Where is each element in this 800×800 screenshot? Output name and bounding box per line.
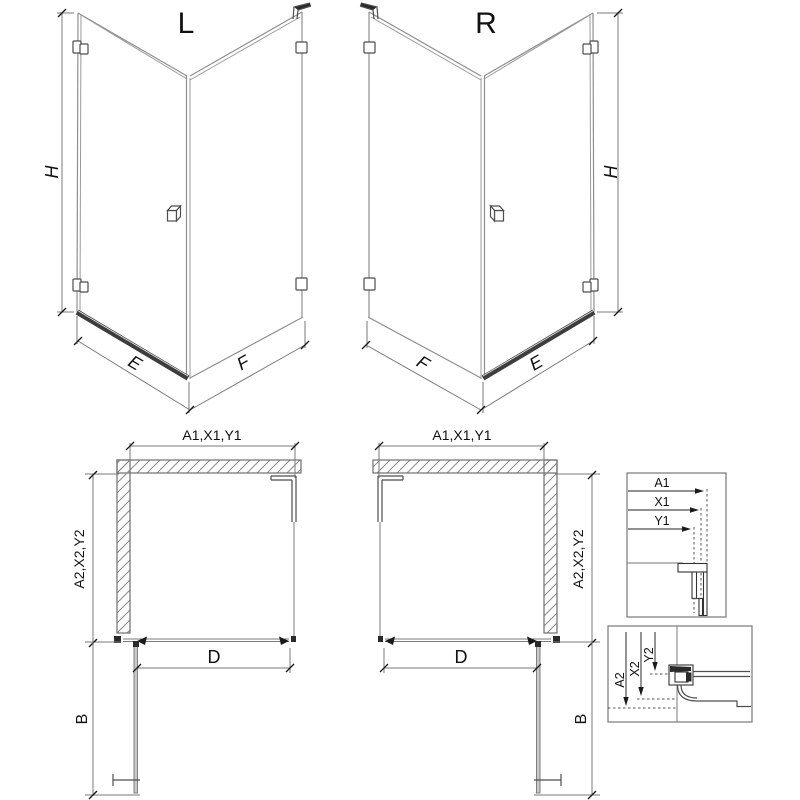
fixed-panel-3d: [368, 12, 481, 378]
wall-clip-bottom-icon: [296, 278, 307, 290]
wall-top: [117, 460, 301, 473]
wall-clip-top-icon: [296, 42, 307, 53]
detail-box-top: [627, 473, 726, 617]
plan-l-b-label: B: [74, 713, 91, 725]
plan-l-top-dim-label: A1,X1,Y1: [182, 427, 242, 443]
plan-r-d-label: D: [454, 647, 468, 667]
door-closed-plan: [385, 636, 560, 645]
hinge-bottom-icon: [73, 279, 88, 292]
wall-right: [544, 460, 557, 633]
hinge-bottom-icon: [583, 279, 598, 292]
iso-view-right: [360, 3, 623, 414]
plan-r-top-dim-label: A1,X1,Y1: [432, 427, 492, 443]
plan-view-left: [71, 427, 301, 799]
wall-left: [117, 460, 130, 633]
view-l-title: L: [177, 7, 195, 40]
wall-top: [373, 460, 557, 473]
plan-r-side-dim-label: A2,X2,Y2: [570, 529, 586, 589]
detail-a1-label: A1: [654, 476, 670, 490]
dim-h-right: [597, 9, 623, 316]
detail-y1-label: Y1: [654, 514, 670, 528]
detail-box-bottom: [608, 626, 752, 722]
dim-a2-left: [85, 471, 121, 647]
dim-h-left: [57, 9, 74, 316]
plan-l-d-label: D: [207, 647, 221, 667]
dim-label-h-left: H: [42, 165, 62, 179]
plan-l-side-dim-label: A2,X2,Y2: [71, 529, 87, 589]
detail-a2-label: A2: [613, 672, 627, 688]
dim-label-f-right: F: [413, 351, 433, 375]
handle-knob-icon: [491, 206, 504, 221]
plan-view-right: [373, 427, 600, 799]
fixed-panel-3d: [190, 12, 303, 378]
plan-r-b-label: B: [573, 713, 590, 725]
door-open-plan: [113, 641, 140, 793]
dim-label-h-right: H: [601, 165, 621, 179]
fixed-panel-plan: [378, 476, 403, 642]
dim-label-e-left: E: [124, 351, 146, 375]
hinge-top-icon: [73, 41, 88, 54]
iso-view-left: [42, 3, 311, 414]
door-closed-plan: [114, 636, 289, 645]
dim-b-right: [534, 642, 600, 799]
door-open-plan: [534, 641, 561, 793]
fixed-panel-plan: [271, 476, 296, 642]
dim-label-e-right: E: [525, 351, 547, 375]
detail-x2-label: X2: [628, 661, 642, 677]
dim-label-f-left: F: [233, 351, 253, 375]
handle-knob-icon: [168, 206, 181, 221]
detail-x1-label: X1: [654, 495, 670, 509]
detail-y2-label: Y2: [642, 647, 656, 663]
hinge-top-icon: [583, 41, 598, 54]
wall-clip-bottom-icon: [364, 278, 375, 290]
wall-clip-top-icon: [364, 42, 375, 53]
view-r-title: R: [475, 7, 497, 40]
